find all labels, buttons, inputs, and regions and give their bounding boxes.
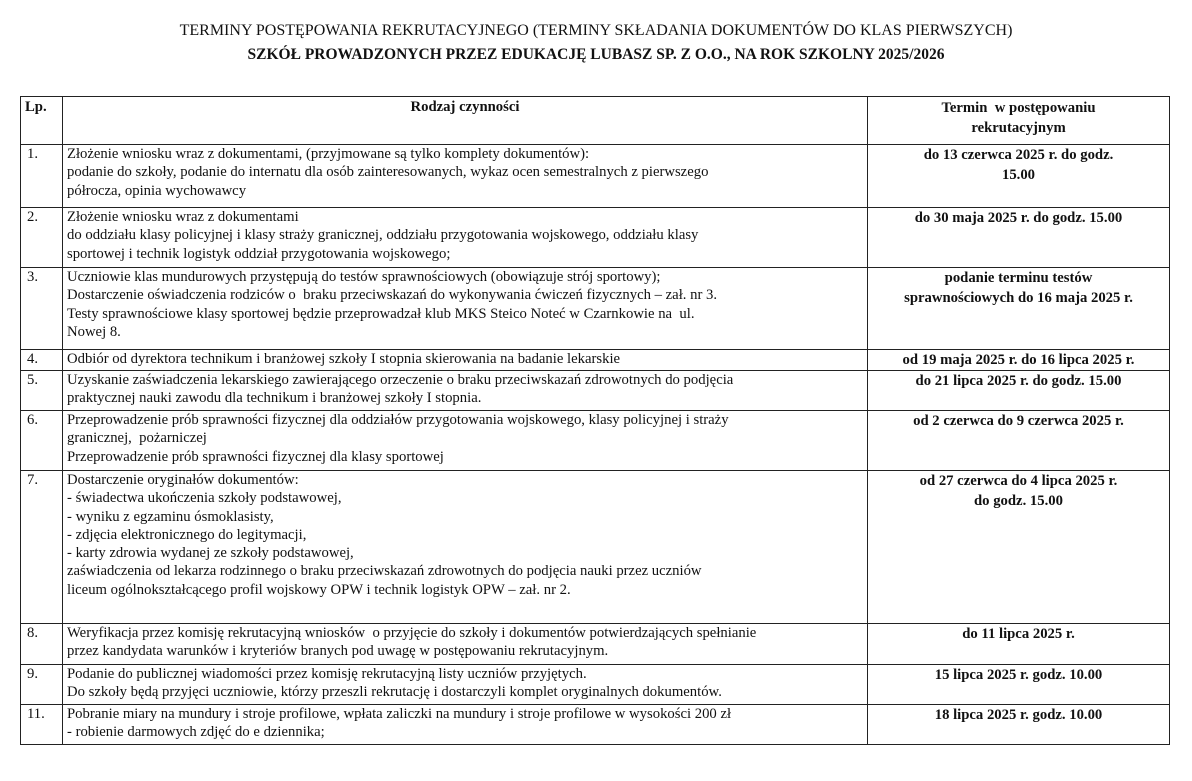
table-row [21,371,1170,411]
table-header-row [21,97,1170,145]
deadline-line: 15 lipca 2025 r. godz. 10.00 [934,667,1103,683]
activity-line: Uzyskanie zaświadczenia lekarskiego zawierającego orzeczenie o braku przeciwskazań zdrowotnych do podjęcia [67,372,734,388]
row-number: 1. [21,145,63,208]
activity-line: do oddziału klasy policyjnej i klasy straży granicznej, oddziału przygotowania wojskowego, oddziału klasy [67,227,699,244]
activity-line: granicznej, pożarniczej [67,430,207,447]
deadline-cell [868,268,1170,350]
table-row [21,350,1170,371]
document-title-line2: SZKÓŁ PROWADZONYCH PRZEZ EDUKACJĘ LUBASZ SP. Z O.O., NA ROK SZKOLNY 2025/2026 [247,46,945,63]
activity-line: Przeprowadzenie prób sprawności fizycznej dla oddziałów przygotowania wojskowego, klasy policyjnej i straży [67,412,729,428]
column-header-deadline [868,97,1170,145]
activity-line: zaświadczenia od lekarza rodzinnego o braku przeciwskazań zdrowotnych do podjęcia nauki przez uczniów [67,563,702,580]
table-row [21,705,1170,745]
activity-line: podanie do szkoły, podanie do internatu dla osób zainteresowanych, wykaz ocen semestralnych z pierwszego [67,164,709,181]
activity-line: Weryfikacja przez komisję rekrutacyjną wniosków o przyjęcie do szkoły i dokumentów potwierdzających spełnianie [67,625,757,641]
activity-line: - świadectwa ukończenia szkoły podstawowej, [67,490,342,507]
activity-line: Przeprowadzenie prób sprawności fizycznej dla klasy sportowej [67,448,444,465]
table-row [21,624,1170,665]
deadline-line: sprawnościowych do 16 maja 2025 r. [904,290,1133,306]
deadline-cell [868,411,1170,471]
deadline-line: 18 lipca 2025 r. godz. 10.00 [934,707,1103,723]
deadline-line: 15.00 [1001,167,1036,183]
table-row [21,665,1170,705]
activity-line: praktycznej nauki zawodu dla technikum i branżowej szkoły I stopnia. [67,390,482,407]
deadline-line: podanie terminu testów [944,270,1093,286]
activity-cell [63,371,868,411]
activity-line: Pobranie miary na mundury i stroje profilowe, wpłata zaliczki na mundury i stroje profilowe w wysokości 200 zł [67,706,732,722]
deadline-cell [868,471,1170,624]
activity-line: Do szkoły będą przyjęci uczniowie, którzy przeszli rekrutację i dostarczyli komplet oryginalnych dokumentów. [67,684,722,701]
activity-cell [63,471,868,624]
row-number: 4. [21,350,63,371]
activity-line: Uczniowie klas mundurowych przystępują do testów sprawnościowych (obowiązuje strój sportowy); [67,269,661,285]
row-number: 2. [21,208,63,268]
row-number: 3. [21,268,63,350]
deadline-cell [868,145,1170,208]
activity-cell [63,705,868,745]
deadline-cell [868,208,1170,268]
activity-line: Dostarczenie oryginałów dokumentów: [67,472,299,488]
deadline-line: do 30 maja 2025 r. do godz. 15.00 [914,210,1123,226]
recruitment-schedule-table [20,96,1170,745]
activity-line: - zdjęcia elektronicznego do legitymacji, [67,526,307,543]
deadline-line: do 21 lipca 2025 r. do godz. 15.00 [915,373,1122,389]
row-number: 8. [21,624,63,665]
table-row [21,208,1170,268]
column-header-deadline-line1: Termin w postępowaniu [941,100,1096,116]
deadline-cell [868,665,1170,705]
document-title-line1: TERMINY POSTĘPOWANIA REKRUTACYJNEGO (TERMINY SKŁADANIA DOKUMENTÓW DO KLAS PIERWSZYCH) [179,22,1013,39]
deadline-line: od 19 maja 2025 r. do 16 lipca 2025 r. [902,352,1135,368]
deadline-cell [868,350,1170,371]
deadline-cell [868,705,1170,745]
deadline-cell [868,371,1170,411]
activity-line: Złożenie wniosku wraz z dokumentami, (przyjmowane są tylko komplety dokumentów): [67,146,590,162]
activity-cell [63,268,868,350]
activity-line: Nowej 8. [67,323,121,340]
row-number: 9. [21,665,63,705]
table-row [21,145,1170,208]
activity-cell [63,665,868,705]
activity-line: Dostarczenie oświadczenia rodziców o braku przeciwskazań do wykonywania ćwiczeń fizycznych – zał. nr 3. [67,287,718,304]
activity-line: sportowej i technik logistyk oddział przygotowania wojskowego; [67,245,451,262]
activity-line: Testy sprawnościowe klasy sportowej będzie przeprowadzał klub MKS Steico Noteć w Czarnkowie na ul. [67,305,695,322]
table-row [21,268,1170,350]
activity-line: liceum ogólnokształcącego profil wojskowy OPW i technik logistyk OPW – zał. nr 2. [67,581,571,598]
deadline-cell [868,624,1170,665]
activity-line: - robienie darmowych zdjęć do e dziennika; [67,724,325,741]
activity-line: Złożenie wniosku wraz z dokumentami [67,209,299,225]
activity-line: Odbiór od dyrektora technikum i branżowej szkoły I stopnia skierowania na badanie lekarskie [67,351,621,367]
row-number: 7. [21,471,63,624]
activity-cell [63,350,868,371]
activity-cell [63,624,868,665]
activity-line: - karty zdrowia wydanej ze szkoły podstawowej, [67,545,354,562]
activity-line: półrocza, opinia wychowawcy [67,182,247,199]
deadline-line: do godz. 15.00 [974,493,1063,509]
table-row [21,411,1170,471]
column-header-lp: Lp. [21,97,63,145]
activity-cell [63,208,868,268]
row-number: 6. [21,411,63,471]
activity-line: przez kandydata warunków i kryteriów branych pod uwagę w postępowaniu rekrutacyjnym. [67,643,609,660]
row-number: 5. [21,371,63,411]
column-header-activity: Rodzaj czynności [63,97,868,145]
row-number: 11. [21,705,63,745]
deadline-line: do 11 lipca 2025 r. [962,626,1075,642]
table-row [21,471,1170,624]
activity-line: - wyniku z egzaminu ósmoklasisty, [67,508,274,525]
deadline-line: od 2 czerwca do 9 czerwca 2025 r. [913,413,1124,429]
activity-line: Podanie do publicznej wiadomości przez komisję rekrutacyjną listy uczniów przyjętych. [67,666,587,682]
activity-cell [63,145,868,208]
column-header-deadline-line2: rekrutacyjnym [971,120,1066,136]
deadline-line: do 13 czerwca 2025 r. do godz. [923,147,1114,163]
activity-cell [63,411,868,471]
deadline-line: od 27 czerwca do 4 lipca 2025 r. [919,473,1118,489]
